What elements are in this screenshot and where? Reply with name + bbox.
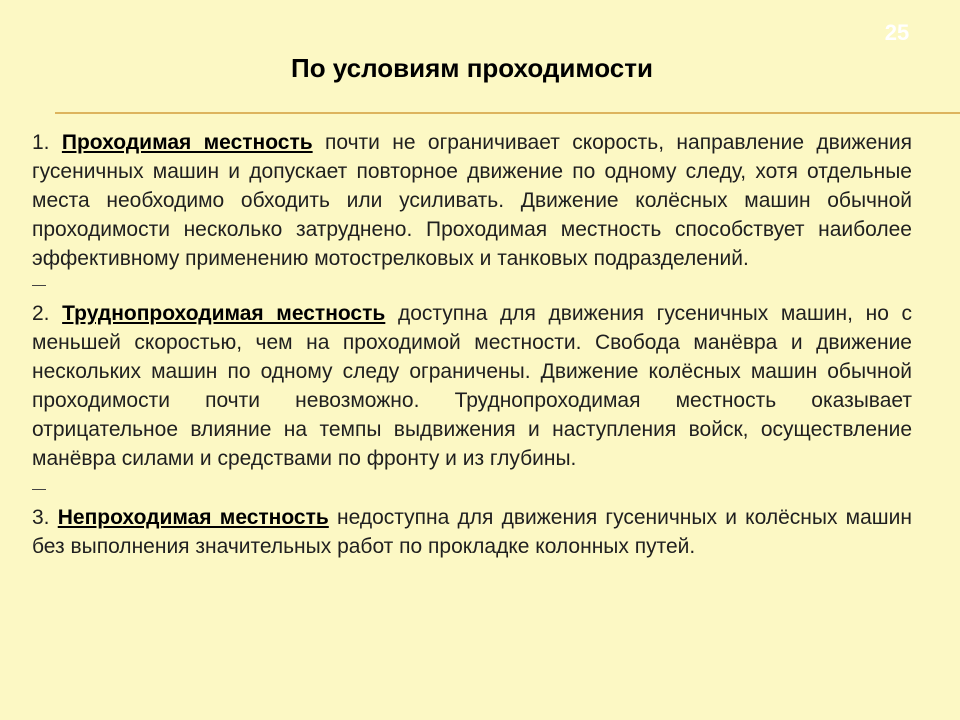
separator-mark — [32, 285, 46, 286]
term-impassable: Непроходимая местность — [57, 506, 329, 529]
slide-number: 25 — [884, 20, 910, 45]
item-number: 3. — [32, 506, 50, 529]
definition-text: доступна для движения гусеничных машин, но с меньшей скоростью, чем на проходимой местности. Свобода манёвра и движение нескольких машин по одному следу ограничены. Движение колёсных машин обычной проходимости почти невозможно. Труднопроходимая местность оказывает отрицательное влияние на темпы выдвижения и наступления войск, осуществление манёвра силами и средствами по фронту и из глубины. — [32, 302, 912, 470]
term-difficult: Труднопроходимая местность — [62, 302, 386, 325]
item-number: 2. — [32, 302, 50, 325]
definition-text: недоступна для движения гусеничных и колёсных машин без выполнения значительных работ по прокладке колонных путей. — [32, 506, 912, 558]
slide-content — [32, 128, 912, 561]
title-divider — [55, 112, 960, 114]
item-number: 1. — [32, 131, 50, 154]
separator-mark — [32, 489, 46, 490]
term-passable: Проходимая местность — [61, 131, 313, 154]
slide-title: По условиям проходимости — [291, 53, 653, 83]
paragraph-separator — [32, 273, 912, 299]
paragraph-separator — [32, 473, 912, 503]
paragraph-difficult — [32, 299, 912, 473]
definition-text: почти не ограничивает скорость, направление движения гусеничных машин и допускает повторное движение по одному следу, хотя отдельные места необходимо обходить или усиливать. Движение колёсных машин обычной проходимости несколько затруднено. Проходимая местность способствует наиболее эффективному применению мотострелковых и танковых подразделений. — [32, 131, 912, 270]
paragraph-impassable — [32, 503, 912, 561]
paragraph-passable — [32, 128, 912, 273]
